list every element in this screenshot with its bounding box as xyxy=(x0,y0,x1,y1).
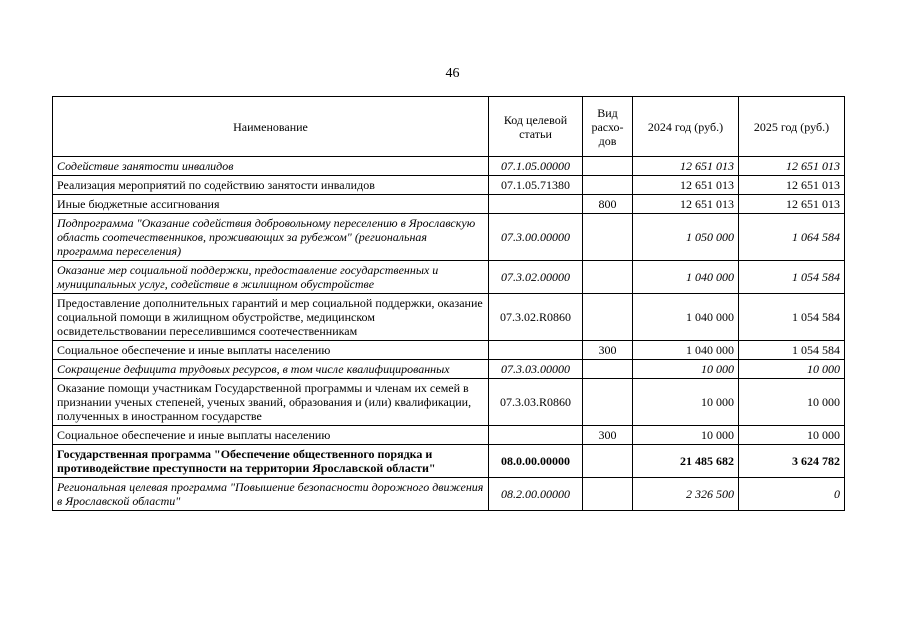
cell-kind xyxy=(583,214,633,261)
cell-2024: 10 000 xyxy=(633,360,739,379)
table-row xyxy=(53,426,845,445)
cell-kind xyxy=(583,176,633,195)
cell-2024: 10 000 xyxy=(633,379,739,426)
cell-2025: 10 000 xyxy=(739,360,845,379)
cell-2024: 1 040 000 xyxy=(633,341,739,360)
table-header-row xyxy=(53,97,845,157)
cell-kind xyxy=(583,360,633,379)
table-row xyxy=(53,294,845,341)
cell-2025: 10 000 xyxy=(739,379,845,426)
table-body xyxy=(53,157,845,511)
table-row xyxy=(53,478,845,511)
cell-2025: 12 651 013 xyxy=(739,176,845,195)
cell-kind xyxy=(583,379,633,426)
cell-2025: 1 064 584 xyxy=(739,214,845,261)
cell-2025: 1 054 584 xyxy=(739,341,845,360)
cell-code xyxy=(489,341,583,360)
header-code: Код целевой статьи xyxy=(489,97,583,157)
cell-code: 07.3.02.00000 xyxy=(489,261,583,294)
cell-name: Сокращение дефицита трудовых ресурсов, в том числе квалифицированных xyxy=(53,360,489,379)
cell-code: 07.3.03.00000 xyxy=(489,360,583,379)
header-kind: Вид расхо-дов xyxy=(583,97,633,157)
header-name: Наименование xyxy=(53,97,489,157)
cell-name: Социальное обеспечение и иные выплаты населению xyxy=(53,341,489,360)
cell-kind xyxy=(583,261,633,294)
cell-2025: 12 651 013 xyxy=(739,157,845,176)
table-row xyxy=(53,261,845,294)
table-row xyxy=(53,195,845,214)
cell-name: Подпрограмма "Оказание содействия добровольному переселению в Ярославскую область соотечественников, проживающих за рубежом" (региональная программа переселения) xyxy=(53,214,489,261)
cell-2024: 1 040 000 xyxy=(633,294,739,341)
cell-code: 07.1.05.71380 xyxy=(489,176,583,195)
cell-2024: 12 651 013 xyxy=(633,157,739,176)
table-row xyxy=(53,214,845,261)
cell-2024: 1 040 000 xyxy=(633,261,739,294)
cell-2025: 10 000 xyxy=(739,426,845,445)
header-2024: 2024 год (руб.) xyxy=(633,97,739,157)
cell-kind: 800 xyxy=(583,195,633,214)
cell-name: Предоставление дополнительных гарантий и мер социальной поддержки, оказание социальной помощи в жилищном обустройстве, медицинском освидетельствовании переселившимся соотечественникам xyxy=(53,294,489,341)
cell-2025: 1 054 584 xyxy=(739,261,845,294)
cell-2024: 1 050 000 xyxy=(633,214,739,261)
cell-kind xyxy=(583,294,633,341)
cell-name: Государственная программа "Обеспечение общественного порядка и противодействие преступности на территории Ярославской области" xyxy=(53,445,489,478)
cell-code: 07.3.02.R0860 xyxy=(489,294,583,341)
cell-code: 07.3.00.00000 xyxy=(489,214,583,261)
table-row xyxy=(53,360,845,379)
cell-name: Региональная целевая программа "Повышение безопасности дорожного движения в Ярославской области" xyxy=(53,478,489,511)
cell-2025: 0 xyxy=(739,478,845,511)
cell-kind: 300 xyxy=(583,426,633,445)
cell-code: 07.3.03.R0860 xyxy=(489,379,583,426)
cell-name: Оказание мер социальной поддержки, предоставление государственных и муниципальных услуг, содействие в жилищном обустройстве xyxy=(53,261,489,294)
cell-2025: 1 054 584 xyxy=(739,294,845,341)
cell-2024: 2 326 500 xyxy=(633,478,739,511)
table-row xyxy=(53,379,845,426)
cell-2025: 12 651 013 xyxy=(739,195,845,214)
cell-name: Иные бюджетные ассигнования xyxy=(53,195,489,214)
header-2025: 2025 год (руб.) xyxy=(739,97,845,157)
cell-2024: 10 000 xyxy=(633,426,739,445)
cell-code xyxy=(489,195,583,214)
cell-2024: 12 651 013 xyxy=(633,195,739,214)
cell-code: 08.2.00.00000 xyxy=(489,478,583,511)
cell-code: 07.1.05.00000 xyxy=(489,157,583,176)
page-number: 46 xyxy=(445,66,460,81)
cell-2024: 12 651 013 xyxy=(633,176,739,195)
table-row xyxy=(53,176,845,195)
cell-name: Реализация мероприятий по содействию занятости инвалидов xyxy=(53,176,489,195)
cell-2024: 21 485 682 xyxy=(633,445,739,478)
table-row xyxy=(53,157,845,176)
cell-name: Содействие занятости инвалидов xyxy=(53,157,489,176)
cell-kind xyxy=(583,157,633,176)
table-row xyxy=(53,341,845,360)
cell-kind xyxy=(583,445,633,478)
budget-table xyxy=(52,96,845,511)
cell-name: Социальное обеспечение и иные выплаты населению xyxy=(53,426,489,445)
cell-kind xyxy=(583,478,633,511)
cell-2025: 3 624 782 xyxy=(739,445,845,478)
cell-kind: 300 xyxy=(583,341,633,360)
cell-name: Оказание помощи участникам Государственной программы и членам их семей в признании ученых степеней, ученых званий, образования и (или) квалификации, полученных в иностранном государстве xyxy=(53,379,489,426)
cell-code xyxy=(489,426,583,445)
table-row xyxy=(53,445,845,478)
cell-code: 08.0.00.00000 xyxy=(489,445,583,478)
